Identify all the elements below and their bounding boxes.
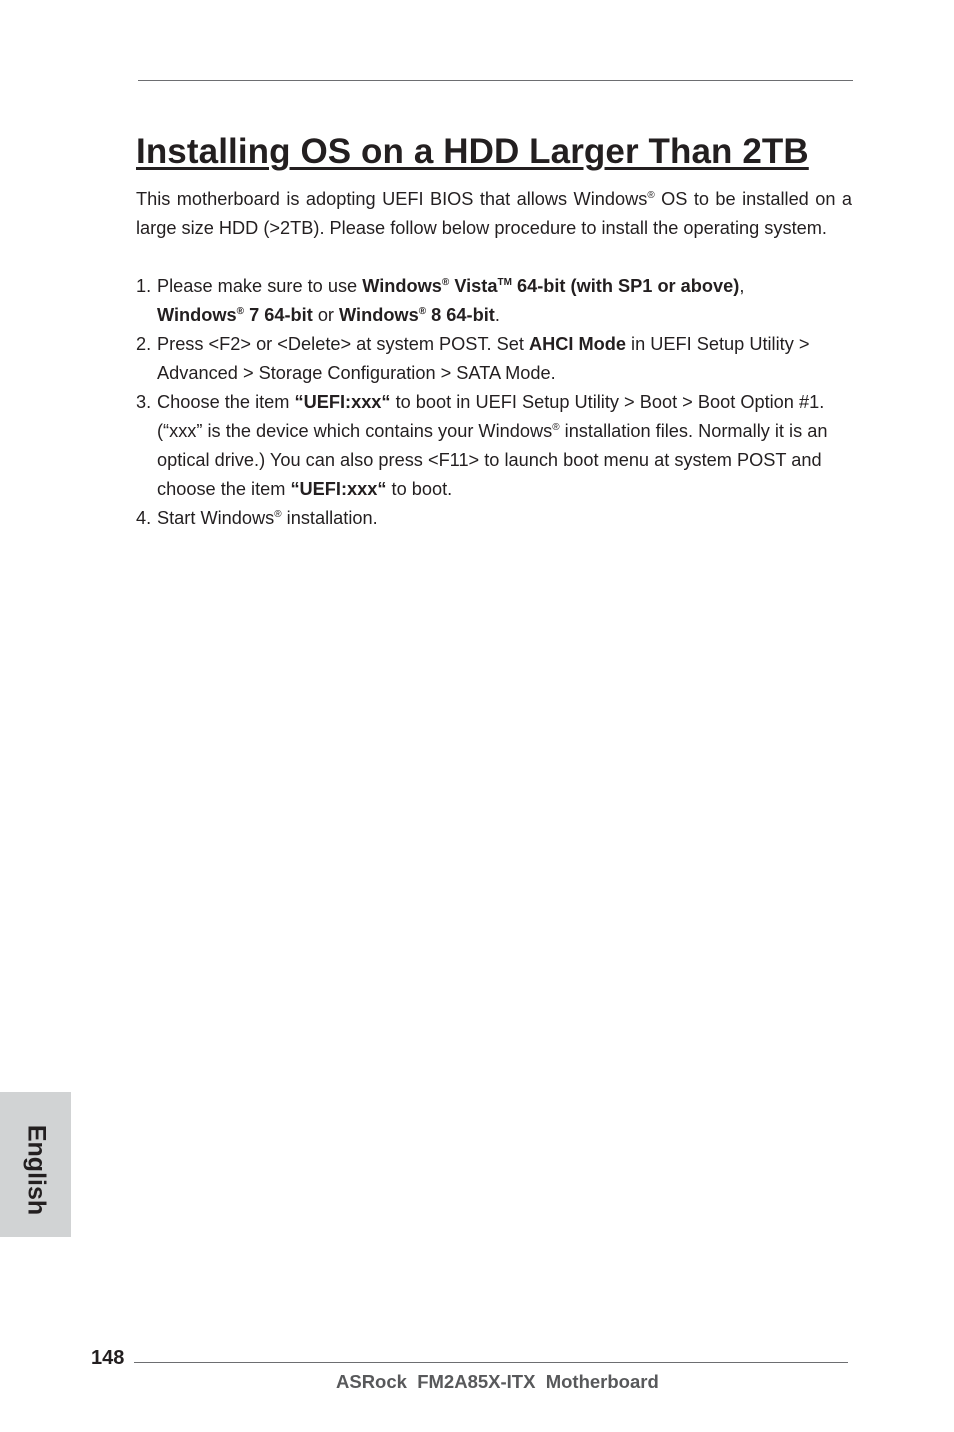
intro-paragraph bbox=[136, 185, 852, 243]
step-text: or bbox=[312, 305, 340, 325]
step-text: installation. bbox=[281, 508, 378, 528]
intro-text: This motherboard is adopting UEFI BIOS that allows Windows bbox=[136, 189, 648, 209]
step-number: 2. bbox=[136, 334, 152, 354]
step-text: Start Windows bbox=[157, 508, 275, 528]
page-number: 148 bbox=[91, 1347, 125, 1369]
step-text: . bbox=[494, 305, 500, 325]
registered-mark: ® bbox=[441, 277, 450, 288]
trademark-mark: TM bbox=[497, 277, 512, 288]
step-text: in UEFI Setup Utility > Advanced > Storage Configuration > SATA Mode. bbox=[157, 334, 810, 383]
step-text: Press <F2> or <Delete> at system POST. Set bbox=[157, 334, 529, 354]
step-bold: AHCI Mode bbox=[529, 334, 626, 354]
step-text: to boot. bbox=[386, 479, 453, 499]
step-bold: 8 64-bit bbox=[426, 305, 495, 325]
step-number: 4. bbox=[136, 508, 152, 528]
step-3 bbox=[136, 388, 852, 504]
step-text: to boot in UEFI Setup Utility > Boot > Boot Option #1. (“xxx” is the device which contains your Windows bbox=[157, 392, 825, 441]
step-bold: Vista bbox=[449, 276, 498, 296]
step-bold: Windows bbox=[339, 305, 419, 325]
footer-product-name: ASRock FM2A85X-ITX Motherboard bbox=[336, 1371, 659, 1392]
intro-text: OS to be installed on a large size HDD (>2TB). Please follow below procedure to install the operating system. bbox=[136, 189, 852, 238]
page-content bbox=[136, 185, 852, 533]
step-1 bbox=[136, 272, 852, 330]
language-tab-label: English bbox=[22, 1124, 51, 1216]
step-text: Please make sure to use bbox=[157, 276, 363, 296]
step-bold: 64-bit (with SP1 or above) bbox=[511, 276, 740, 296]
procedure-steps bbox=[136, 272, 852, 533]
registered-mark: ® bbox=[552, 422, 560, 433]
step-text: Choose the item bbox=[157, 392, 295, 412]
step-bold: 7 64-bit bbox=[244, 305, 313, 325]
step-bold: “UEFI:xxx“ bbox=[290, 479, 387, 499]
step-text: , bbox=[739, 276, 745, 296]
step-number: 3. bbox=[136, 392, 152, 412]
page-title: Installing OS on a HDD Larger Than 2TB bbox=[136, 132, 809, 171]
step-2 bbox=[136, 330, 852, 388]
header-rule bbox=[138, 80, 853, 81]
step-bold: Windows bbox=[362, 276, 442, 296]
step-bold: “UEFI:xxx“ bbox=[294, 392, 391, 412]
registered-mark: ® bbox=[236, 306, 245, 317]
step-number: 1. bbox=[136, 276, 152, 296]
step-4 bbox=[136, 504, 852, 533]
registered-mark: ® bbox=[647, 190, 655, 201]
registered-mark: ® bbox=[274, 509, 282, 520]
step-text: installation files. Normally it is an optical drive.) You can also press <F11> to launch boot menu at system POST and choose the item bbox=[157, 421, 828, 499]
registered-mark: ® bbox=[418, 306, 427, 317]
footer-rule bbox=[134, 1362, 848, 1363]
step-bold: Windows bbox=[157, 305, 237, 325]
